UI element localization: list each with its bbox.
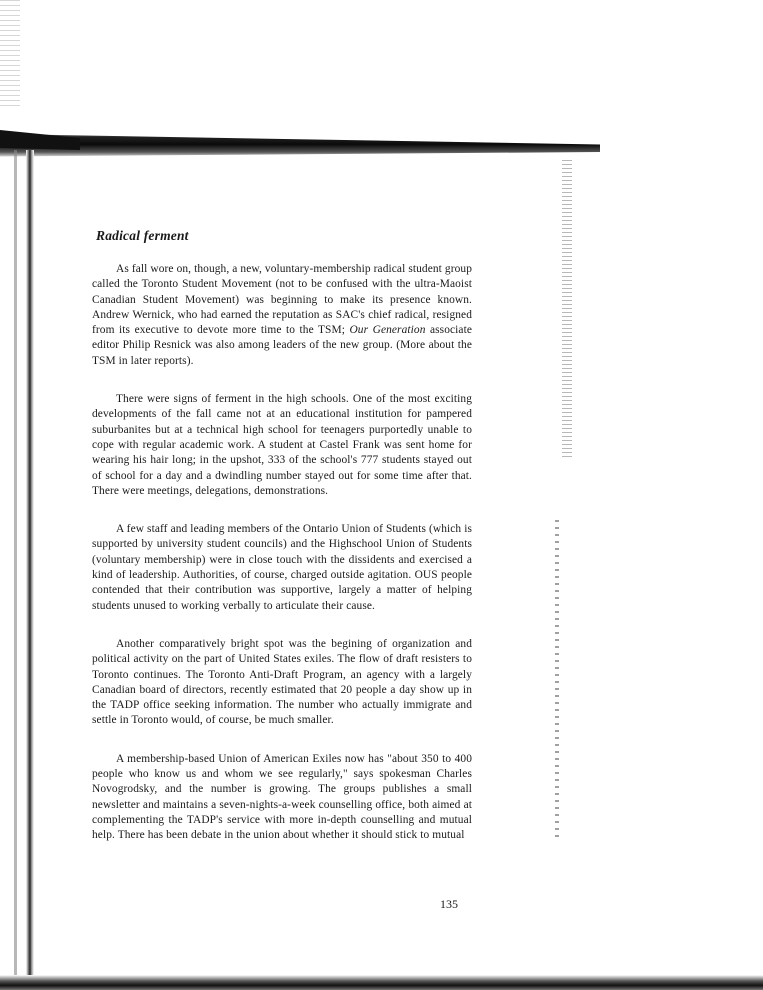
paragraph-5: A membership-based Union of American Exiles now has "about 350 to 400 people who know us and whom we see regularly," says spokesman Charles Novogrodsky, and the number is growing. The groups publishes a small newsletter and maintains a seven-nights-a-week counselling office, both aimed at complementing the TADP's service with more in-depth counselling and mutual help. There has been debate in the union about whether it should stick to mutual	[92, 752, 472, 842]
page-left-edge-shadow	[14, 150, 17, 985]
paragraph-3: A few staff and leading members of the Ontario Union of Students (which is supported by university student councils) and the Highschool Union of Students (voluntary membership) were in close touch with the dissidents and exercised a kind of leadership. Authorities, of course, charged outside agitation. OUS people contended that their contribution was supportive, largely a matter of helping students unused to working verbally to articulate their cause.	[92, 523, 472, 612]
paragraph-1-italic-title: Our Generation	[349, 324, 426, 337]
paragraph-1-text-a: As fall wore on, though, a new, voluntary-membership radical student group called the Toronto Student Movement (not to be confused with the ultra-Maoist Canadian Student Movement) was beginning to make its presence known. Andrew Wernick, who had earned the reputation as SAC's chief radical, resigned from its executive to devote more time to the TSM;	[92, 263, 472, 337]
page-number: 135	[440, 897, 458, 911]
paragraph-1	[92, 262, 472, 369]
section-heading: Radical ferment	[96, 228, 189, 243]
paragraph-4: Another comparatively bright spot was the begining of organization and political activity on the part of United States exiles. The flow of draft resisters to Toronto continues. The Toronto Anti-Draft Program, an agency with a largely Canadian board of directors, recently estimated that 20 people a day show up in the TADP office seeking information. The number who actually immigrate and settle in Toronto would, of course, be much smaller.	[92, 637, 472, 727]
paragraph-1-text-b: associate editor Philip Resnick was also among leaders of the new group. (More about the TSM in later reports).	[92, 324, 472, 367]
page-top-edge-shadow	[0, 130, 80, 150]
page-right-edge-marks	[562, 160, 572, 460]
page-bottom-edge	[0, 975, 763, 990]
page-right-edge-marks-lower	[555, 520, 559, 840]
scan-margin-marks	[0, 0, 20, 110]
paragraph-2: There were signs of ferment in the high schools. One of the most exciting developments of the fall came not at an educational institution for pampered suburbanites but at a technical high school for teenagers purportedly unable to cope with regular academic work. A student at Castel Frank was sent home for wearing his hair long; in the upshot, 333 of the school's 777 students stayed out of school for a day and a dwindling number stayed out for some time after that. There were meetings, delegations, demonstrations.	[92, 393, 472, 497]
document-page	[92, 222, 472, 867]
page-top-edge	[0, 128, 600, 158]
page-left-edge	[26, 150, 34, 985]
